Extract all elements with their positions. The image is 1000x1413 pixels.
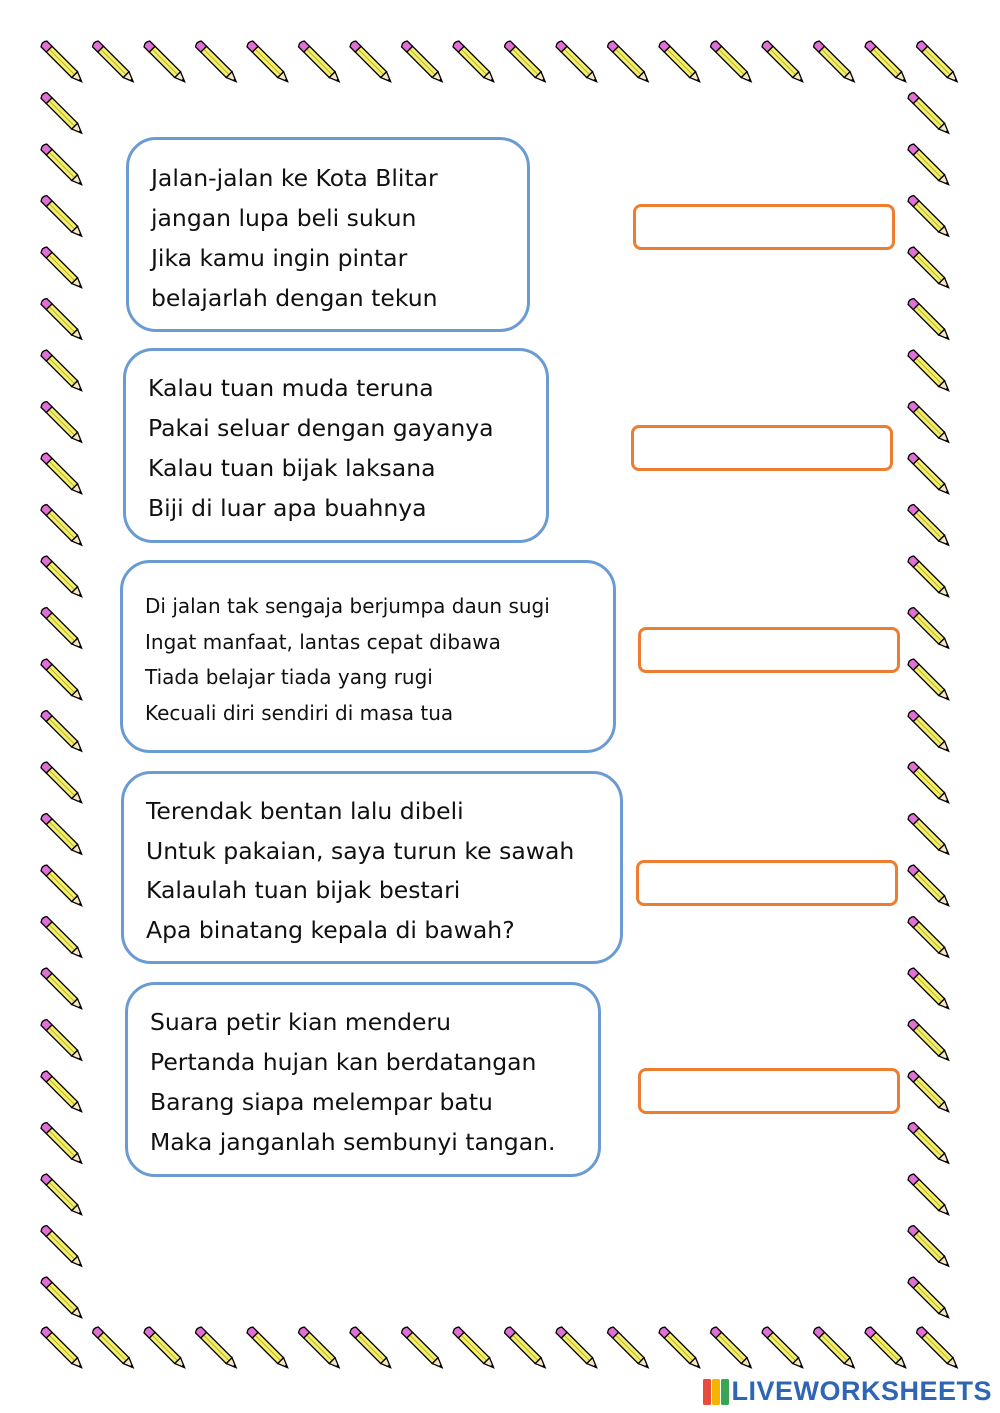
pencil-icon [864, 1326, 909, 1371]
poem-card [126, 137, 530, 332]
pencil-icon [297, 40, 342, 85]
poem-line: Maka janganlah sembunyi tangan. [150, 1128, 556, 1156]
pencil-icon [761, 1326, 806, 1371]
poem-line: Kecuali diri sendiri di masa tua [145, 700, 454, 725]
poem-line: Barang siapa melempar batu [150, 1088, 493, 1116]
pencil-icon [915, 1326, 960, 1371]
pencil-icon [812, 40, 857, 85]
pencil-icon [658, 40, 703, 85]
poem-line: Kalaulah tuan bijak bestari [146, 876, 461, 904]
pencil-icon [503, 40, 548, 85]
answer-box[interactable] [636, 860, 898, 906]
pencil-icon [907, 761, 952, 806]
pencil-icon [452, 1326, 497, 1371]
answer-box[interactable] [631, 425, 893, 471]
answer-box[interactable] [638, 1068, 900, 1114]
pencil-icon [40, 1121, 85, 1166]
poem-line: Biji di luar apa buahnya [148, 494, 427, 522]
pencil-icon [864, 40, 909, 85]
poem-card [125, 982, 601, 1177]
poem-line: Apa binatang kepala di bawah? [146, 915, 515, 944]
pencil-icon [606, 1326, 651, 1371]
poem-line: Jalan-jalan ke Kota Blitar [151, 164, 438, 192]
pencil-icon [452, 40, 497, 85]
pencil-icon [40, 1326, 85, 1371]
pencil-icon [40, 658, 85, 703]
poem-line: Kalau tuan bijak laksana [148, 454, 436, 482]
poem-line: jangan lupa beli sukun [151, 204, 417, 232]
pencil-icon [349, 1326, 394, 1371]
poem-line: Tiada belajar tiada yang rugi [145, 665, 433, 689]
pencil-icon [40, 1018, 85, 1063]
pencil-icon [40, 194, 85, 239]
pencil-icon [907, 143, 952, 188]
pencil-icon [907, 1121, 952, 1166]
pencil-icon [40, 864, 85, 909]
brand-name: LIVEWORKSHEETS [731, 1376, 992, 1406]
pencil-icon [40, 1276, 85, 1321]
pencil-icon [40, 709, 85, 754]
pencil-icon [40, 967, 85, 1012]
pencil-icon [907, 967, 952, 1012]
pencil-icon [709, 40, 754, 85]
pencil-icon [40, 503, 85, 548]
pencil-icon [907, 400, 952, 445]
pencil-icon [194, 1326, 239, 1371]
pencil-icon [907, 658, 952, 703]
pencil-icon [709, 1326, 754, 1371]
pencil-icon [40, 1173, 85, 1218]
pencil-icon [40, 349, 85, 394]
pencil-icon [40, 761, 85, 806]
pencil-icon [349, 40, 394, 85]
pencil-icon [907, 503, 952, 548]
poem-line: Suara petir kian menderu [150, 1008, 452, 1036]
answer-box[interactable] [638, 627, 900, 673]
poem-line: Ingat manfaat, lantas cepat dibawa [145, 629, 501, 654]
pencil-icon [907, 1018, 952, 1063]
pencil-icon [40, 40, 85, 85]
pencil-icon [907, 349, 952, 394]
pencil-icon [40, 452, 85, 497]
pencil-icon [40, 606, 85, 651]
pencil-icon [400, 40, 445, 85]
pencil-icon [91, 40, 136, 85]
poem-line: Pertanda hujan kan berdatangan [150, 1048, 537, 1076]
poem-line: Terendak bentan lalu dibeli [146, 797, 464, 825]
poem-line: Untuk pakaian, saya turun ke sawah [146, 836, 575, 865]
pencil-icon [907, 91, 952, 136]
pencil-icon [907, 1173, 952, 1218]
pencil-icon [40, 143, 85, 188]
poem-line: Jika kamu ingin pintar [151, 244, 408, 272]
poem-line: Di jalan tak sengaja berjumpa daun sugi [145, 594, 550, 618]
pencil-icon [907, 246, 952, 291]
pencil-icon [400, 1326, 445, 1371]
pencil-icon [907, 1276, 952, 1321]
pencil-icon [761, 40, 806, 85]
pencil-icon [907, 709, 952, 754]
pencil-icon [907, 1224, 952, 1269]
pencil-icon [143, 40, 188, 85]
poem-line: Pakai seluar dengan gayanya [148, 414, 494, 442]
pencil-icon [915, 40, 960, 85]
brand-watermark [703, 1376, 992, 1407]
poem-line: Kalau tuan muda teruna [148, 374, 434, 402]
answer-box[interactable] [633, 204, 895, 250]
pencil-icon [40, 246, 85, 291]
pencil-icon [812, 1326, 857, 1371]
pencil-icon [907, 864, 952, 909]
pencil-icon [40, 400, 85, 445]
pencil-icon [907, 452, 952, 497]
pencil-icon [907, 915, 952, 960]
pencil-icon [907, 555, 952, 600]
pencil-icon [503, 1326, 548, 1371]
pencil-icon [40, 1070, 85, 1115]
pencil-icon [555, 1326, 600, 1371]
pencil-icon [907, 297, 952, 342]
poem-line: belajarlah dengan tekun [151, 284, 438, 312]
pencil-icon [40, 91, 85, 136]
pencil-icon [194, 40, 239, 85]
pencil-icon [297, 1326, 342, 1371]
poem-card [123, 348, 549, 543]
pencil-icon [40, 297, 85, 342]
pencil-icon [907, 812, 952, 857]
liveworksheets-logo-icon [703, 1379, 729, 1405]
pencil-icon [658, 1326, 703, 1371]
poem-card [120, 560, 616, 753]
poem-card [121, 771, 623, 964]
pencil-icon [907, 1070, 952, 1115]
pencil-icon [40, 555, 85, 600]
pencil-icon [246, 40, 291, 85]
pencil-icon [143, 1326, 188, 1371]
pencil-icon [40, 812, 85, 857]
pencil-icon [907, 194, 952, 239]
pencil-icon [606, 40, 651, 85]
pencil-icon [555, 40, 600, 85]
pencil-icon [40, 1224, 85, 1269]
pencil-icon [907, 606, 952, 651]
pencil-icon [91, 1326, 136, 1371]
pencil-icon [246, 1326, 291, 1371]
pencil-icon [40, 915, 85, 960]
